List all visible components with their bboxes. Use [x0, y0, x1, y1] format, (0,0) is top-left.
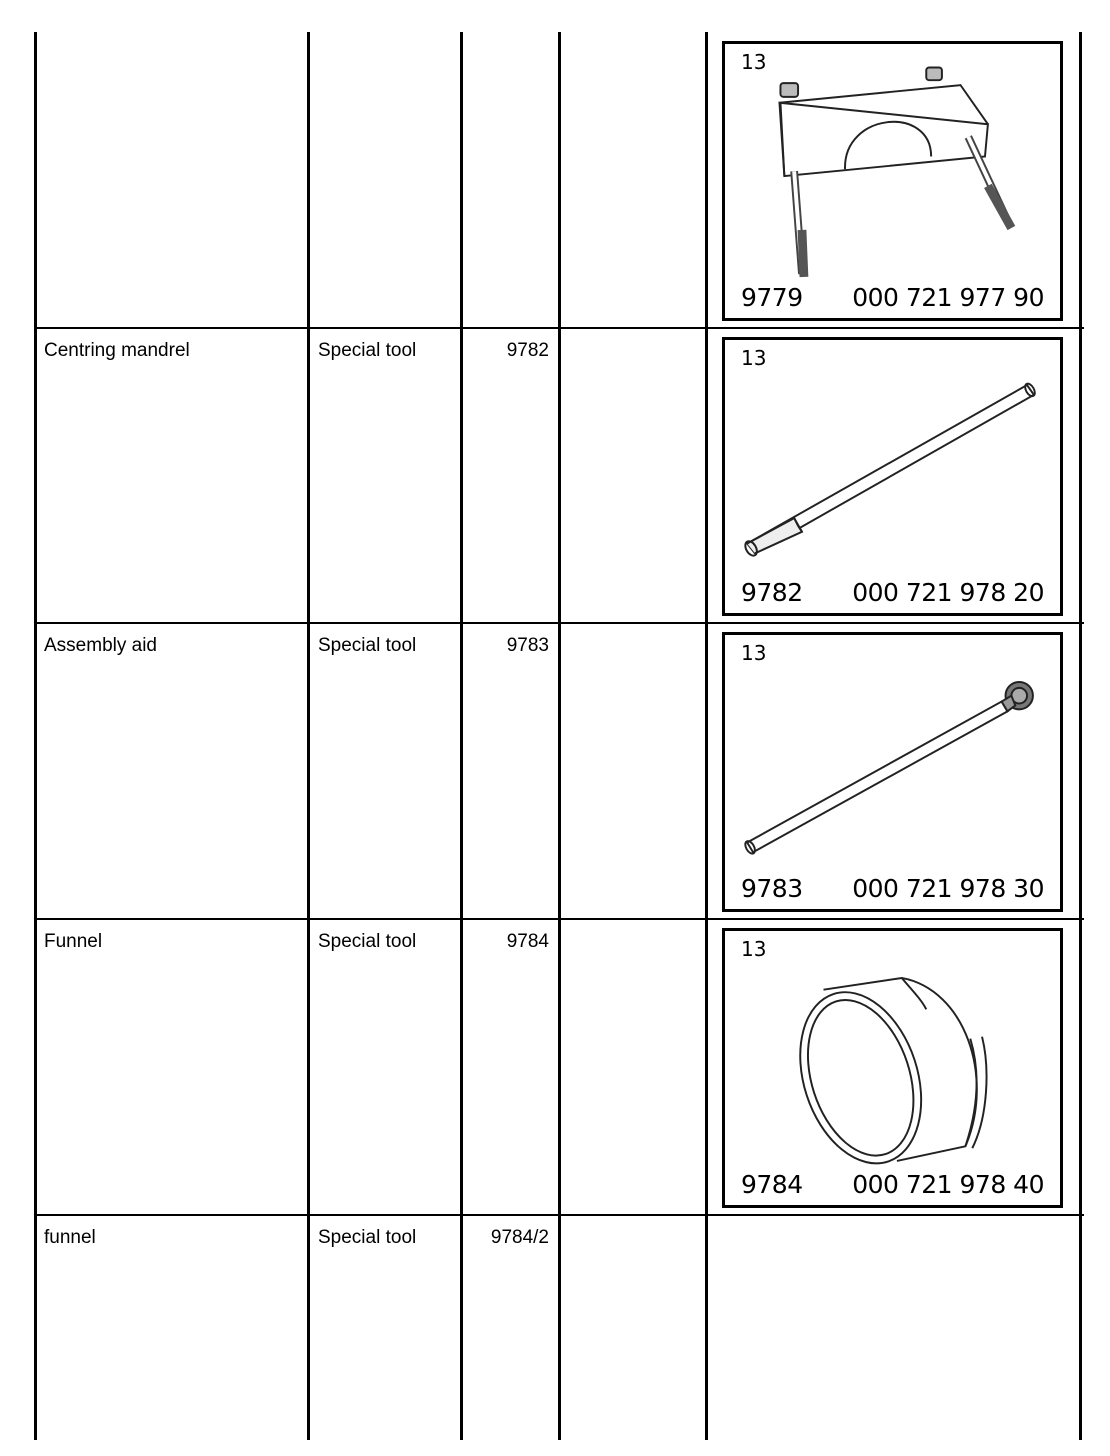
table-border-left [34, 32, 37, 1440]
tool-type: Special tool [318, 635, 417, 656]
tool-figure-9779 [722, 41, 1063, 321]
tool-number: 9784/2 [490, 1227, 549, 1248]
tool-figure-9782 [722, 337, 1063, 616]
tool-name: Assembly aid [44, 635, 157, 656]
figure-part-number: 000 721 978 20 [852, 578, 1044, 607]
figure-category: 13 [741, 641, 767, 665]
bearing-puller-icon [725, 44, 1060, 318]
column-divider-3 [558, 32, 561, 1440]
row-divider-4 [34, 1214, 1084, 1216]
tool-number: 9782 [506, 340, 549, 361]
figure-tool-code: 9779 [741, 283, 803, 312]
tool-name: funnel [44, 1227, 96, 1248]
tool-figure-9784 [722, 928, 1063, 1208]
figure-tool-code: 9782 [741, 578, 803, 607]
figure-part-number: 000 721 977 90 [852, 283, 1044, 312]
tool-figure-9783 [722, 632, 1063, 912]
figure-tool-code: 9784 [741, 1170, 803, 1199]
figure-part-number: 000 721 978 30 [852, 874, 1044, 903]
tool-type: Special tool [318, 340, 417, 361]
column-divider-1 [307, 32, 310, 1440]
figure-category: 13 [741, 937, 767, 961]
funnel-ring-icon [725, 931, 1060, 1205]
tool-name: Centring mandrel [44, 340, 190, 361]
column-divider-4 [705, 32, 708, 1440]
figure-category: 13 [741, 50, 767, 74]
tool-number: 9784 [506, 931, 549, 952]
tool-name: Funnel [44, 931, 103, 952]
mandrel-icon [725, 340, 1060, 613]
row-divider-3 [34, 918, 1084, 920]
table-border-right [1079, 32, 1082, 1440]
tool-number: 9783 [506, 635, 549, 656]
assembly-rod-icon [725, 635, 1060, 909]
figure-category: 13 [741, 346, 767, 370]
figure-tool-code: 9783 [741, 874, 803, 903]
figure-part-number: 000 721 978 40 [852, 1170, 1044, 1199]
row-divider-2 [34, 622, 1084, 624]
row-divider-1 [34, 327, 1084, 329]
tool-type: Special tool [318, 1227, 417, 1248]
tool-type: Special tool [318, 931, 417, 952]
